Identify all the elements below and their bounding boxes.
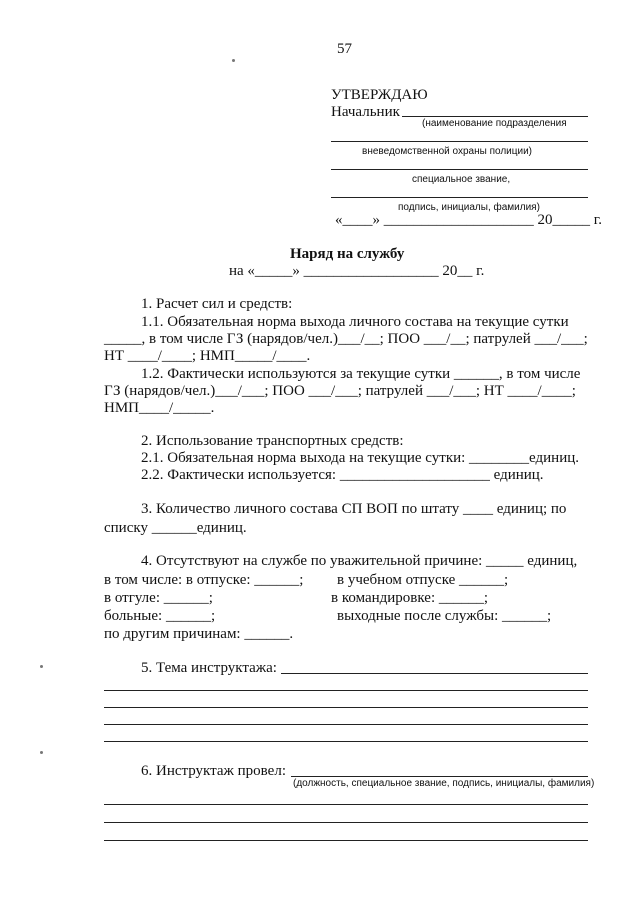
section-4-business-trip: в командировке: ______;	[331, 590, 489, 606]
section-6-line-1[interactable]	[104, 804, 588, 805]
section-6-heading: 6. Инструктаж провел:	[141, 763, 286, 779]
section-2-2-line: 2.2. Фактически используется: ____________________ единиц.	[141, 467, 544, 483]
section-6-line-2[interactable]	[104, 822, 588, 823]
section-4-day-off: в отгуле: ______;	[104, 590, 213, 606]
approval-line-2	[331, 141, 588, 142]
approval-hint-police: вневедомственной охраны полиции)	[362, 146, 532, 157]
section-3-line-b: списку ______единиц.	[104, 520, 247, 536]
scan-speck	[40, 665, 43, 668]
scan-speck	[40, 751, 43, 754]
section-1-1-line-b: _____, в том числе ГЗ (нарядов/чел.)___/__; ПОО ___/__; патрулей ___/___;	[104, 331, 588, 347]
section-6-instructor-field[interactable]	[291, 776, 588, 777]
approval-date-line: «____» ____________________ 20_____ г.	[335, 212, 602, 228]
section-4-days-off-after-service: выходные после службы: ______;	[337, 608, 552, 624]
section-4-vacation: в том числе: в отпуске: ______;	[104, 572, 304, 588]
document-date-line: на «_____» __________________ 20__ г.	[229, 263, 485, 279]
section-4-sick: больные: ______;	[104, 608, 216, 624]
section-5-line-1[interactable]	[104, 690, 588, 691]
section-4-study-leave: в учебном отпуске ______;	[337, 572, 509, 588]
approval-hint-unit-name: (наименование подразделения	[422, 118, 567, 129]
approval-chief-line	[402, 116, 588, 117]
document-title: Наряд на службу	[290, 246, 405, 262]
section-5-line-3[interactable]	[104, 724, 588, 725]
approval-heading: УТВЕРЖДАЮ	[331, 87, 428, 103]
section-1-1-line-a: 1.1. Обязательная норма выхода личного состава на текущие сутки	[141, 314, 569, 330]
approval-hint-rank: специальное звание,	[412, 174, 511, 185]
scan-speck	[232, 59, 235, 62]
section-1-2-line-b: ГЗ (нарядов/чел.)___/___; ПОО ___/___; патрулей ___/___; НТ ____/____;	[104, 383, 576, 399]
section-5-topic-field[interactable]	[281, 673, 588, 674]
approval-line-4	[331, 197, 588, 198]
section-2-heading: 2. Использование транспортных средств:	[141, 433, 404, 449]
section-3-line-a: 3. Количество личного состава СП ВОП по штату ____ единиц; по	[141, 501, 567, 517]
section-5-line-4[interactable]	[104, 741, 588, 742]
section-6-line-3[interactable]	[104, 840, 588, 841]
section-4-heading: 4. Отсутствуют на службе по уважительной причине: _____ единиц,	[141, 553, 578, 569]
section-1-1-line-c: НТ ____/____; НМП_____/____.	[104, 348, 311, 364]
page-number: 57	[337, 41, 352, 57]
section-1-heading: 1. Расчет сил и средств:	[141, 296, 293, 312]
approval-hint-signature: подпись, инициалы, фамилия)	[398, 202, 540, 213]
section-5-heading: 5. Тема инструктажа:	[141, 660, 277, 676]
section-6-hint: (должность, специальное звание, подпись, инициалы, фамилия)	[293, 778, 595, 789]
approval-line-3	[331, 169, 588, 170]
section-2-1-line: 2.1. Обязательная норма выхода на текущие сутки: ________единиц.	[141, 450, 580, 466]
approval-chief-label: Начальник	[331, 104, 400, 120]
section-1-2-line-c: НМП____/_____.	[104, 400, 215, 416]
section-5-line-2[interactable]	[104, 707, 588, 708]
section-1-2-line-a: 1.2. Фактически используются за текущие сутки ______, в том числе	[141, 366, 581, 382]
section-4-other-reasons: по другим причинам: ______.	[104, 626, 294, 642]
